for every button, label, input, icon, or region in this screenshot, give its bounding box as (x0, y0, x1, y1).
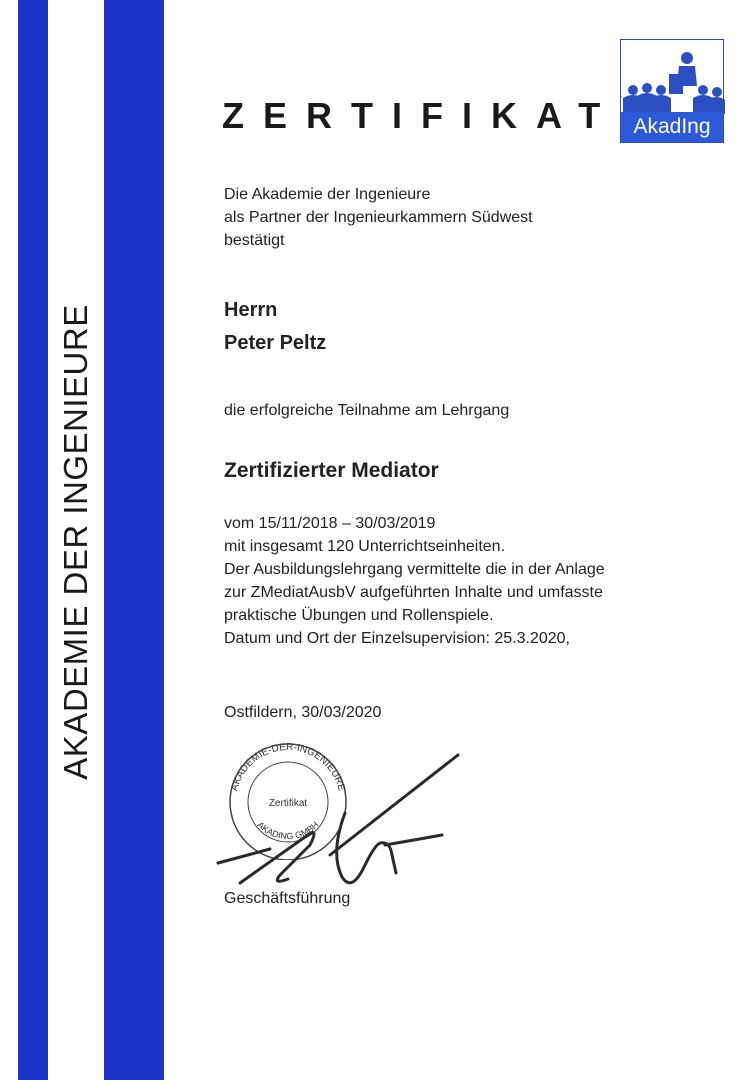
detail-line-4: zur ZMediatAusbV aufgeführten Inhalte und umfasste (224, 584, 603, 601)
logo-label: AkadIng (621, 112, 723, 142)
intro-line-3: bestätigt (224, 232, 285, 249)
intro-line-2: als Partner der Ingenieurkammern Südwest (224, 209, 533, 226)
blue-stripe-right (104, 0, 164, 1080)
side-text-column (48, 0, 104, 1080)
signature-label: Geschäftsführung (224, 890, 351, 907)
intro-line-1: Die Akademie der Ingenieure (224, 186, 431, 203)
participation-text: die erfolgreiche Teilnahme am Lehrgang (224, 402, 510, 419)
akading-logo (620, 39, 724, 143)
course-title: Zertifizierter Mediator (224, 459, 439, 482)
detail-line-2: mit insgesamt 120 Unterrichtseinheiten. (224, 538, 506, 555)
stamp-ring-text: AKADEMIE-DER-INGENIEURE (229, 741, 347, 793)
side-text: AKADEMIE DER INGENIEURE (57, 304, 94, 780)
recipient-name: Peter Peltz (224, 332, 327, 354)
detail-line-6: Datum und Ort der Einzelsupervision: 25.3.2020, (224, 630, 570, 647)
detail-line-5: praktische Übungen und Rollenspiele. (224, 607, 494, 624)
stamp-bottom-text: AKADING GMBH (255, 819, 321, 842)
blue-stripe-left (18, 0, 48, 1080)
detail-line-3: Der Ausbildungslehrgang vermittelte die in der Anlage (224, 561, 605, 578)
place-date: Ostfildern, 30/03/2020 (224, 704, 382, 721)
recipient-salutation: Herrn (224, 299, 278, 321)
detail-line-1: vom 15/11/2018 – 30/03/2019 (224, 515, 436, 532)
certificate-title: ZERTIFIKAT (222, 95, 620, 136)
stamp-center-text: Zertifikat (268, 798, 308, 809)
lecture-audience-icon (621, 40, 725, 114)
